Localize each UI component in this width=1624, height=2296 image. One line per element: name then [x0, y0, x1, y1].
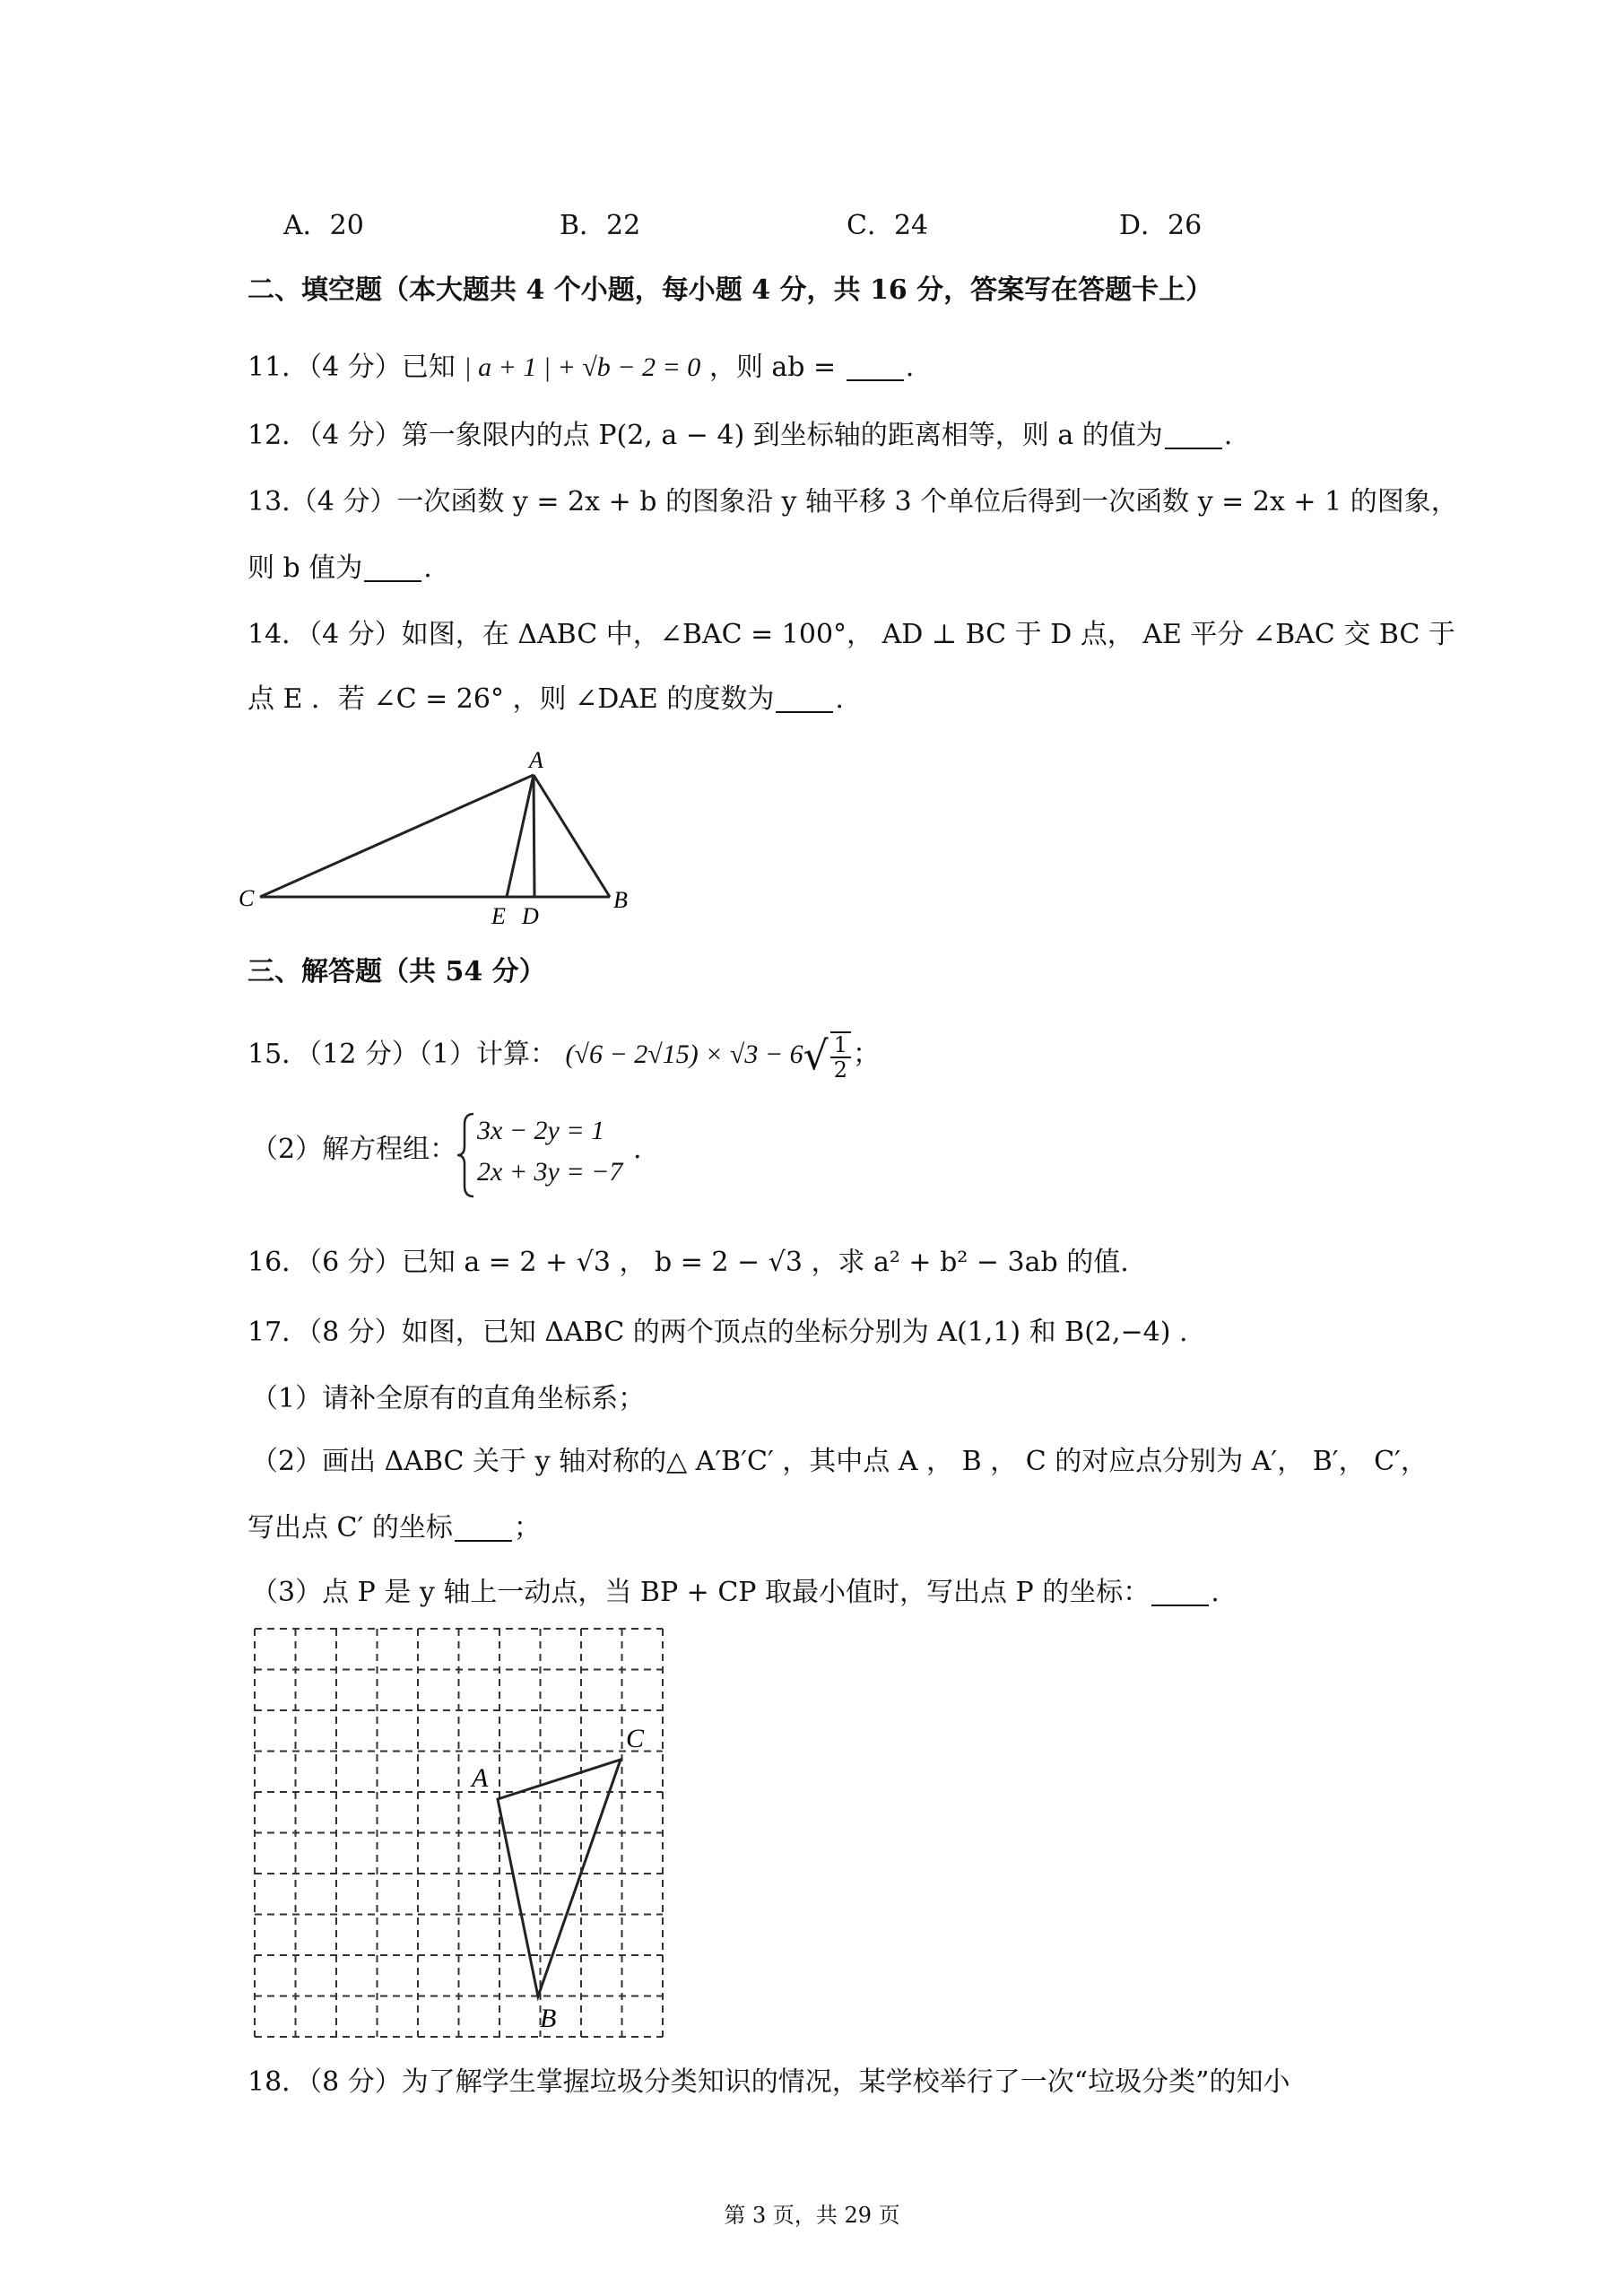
q15-part1-expr: (√6 − 2√15) × √3 − 6 [565, 1039, 803, 1069]
sqrt-fraction: √ $\frac{1}{2}$ [803, 1029, 853, 1083]
q11-prefix: 11．（4 分）已知 [248, 352, 456, 383]
coordinate-grid-figure [242, 1623, 673, 2045]
label-a: A [472, 1763, 489, 1793]
question-11 [248, 350, 914, 386]
label-c: C [239, 885, 255, 911]
option-c: C．24 [847, 210, 929, 241]
question-13-line1: 13.（4 分）一次函数 y = 2x + b 的图象沿 y 轴平移 3 个单位后得到一次函数 y = 2x + 1 的图象， [248, 486, 1458, 517]
answer-blank [847, 354, 904, 381]
label-d: D [522, 903, 539, 929]
triangle-abc [498, 1760, 621, 1996]
q17-part2-line2-end: ； [513, 1512, 541, 1544]
question-13-line2 [248, 551, 432, 587]
dashed-grid [255, 1629, 663, 2037]
left-brace [456, 1112, 477, 1198]
question-16: 16．（6 分）已知 a = 2 + √3 ， b = 2 − √3 ，求 a² + b² − 3ab 的值. [248, 1247, 1129, 1278]
answer-blank [364, 555, 421, 582]
segment-ae [507, 775, 534, 897]
q12-end: . [1223, 420, 1233, 451]
label-b: B [540, 2004, 557, 2033]
answer-blank [1151, 1579, 1209, 1606]
label-a: A [529, 747, 543, 773]
label-e: E [491, 903, 506, 929]
page-footer: 第 3 页，共 29 页 [724, 2203, 900, 2228]
q17-part3-end: . [1211, 1577, 1220, 1608]
option-b: B．22 [560, 210, 641, 241]
q17-part2-line2-prefix: 写出点 C′ 的坐标 [248, 1512, 453, 1544]
q15-part2-prefix: （2）解方程组： [251, 1134, 457, 1165]
q11-suffix: ，则 ab = [708, 352, 837, 383]
q13-end: . [423, 552, 432, 584]
label-c: C [626, 1724, 645, 1753]
answer-blank [1165, 422, 1222, 449]
question-17-part1: （1）请补全原有的直角坐标系； [251, 1383, 646, 1414]
section2-heading: 二、填空题（本大题共 4 个小题，每小题 4 分，共 16 分，答案写在答题卡上） [248, 274, 1213, 306]
option-d: D．26 [1119, 210, 1203, 241]
question-18: 18．（8 分）为了解学生掌握垃圾分类知识的情况，某学校举行了一次“垃圾分类”的知小 [248, 2066, 1290, 2098]
question-14-line2 [248, 682, 844, 718]
question-12 [248, 418, 1232, 454]
triangle-abc-figure [233, 735, 646, 933]
question-17-part2-line2 [248, 1510, 541, 1546]
answer-blank [776, 686, 833, 713]
equation-system [477, 1110, 622, 1193]
fraction-denominator: 2 [833, 1057, 847, 1083]
side-ca [260, 775, 534, 897]
question-15-part1 [248, 1028, 880, 1083]
q11-end: . [905, 352, 915, 383]
label-b: B [613, 887, 628, 913]
q12-prefix: 12．（4 分）第一象限内的点 P(2, a − 4) 到坐标轴的距离相等，则 a 的值为 [248, 420, 1163, 451]
q17-part3-prefix: （3）点 P 是 y 轴上一动点，当 BP + CP 取最小值时，写出点 P 的坐标： [251, 1577, 1151, 1608]
equation-2: 2x + 3y = −7 [477, 1157, 623, 1187]
q15-part1-end: ； [852, 1039, 880, 1070]
equation-1: 3x − 2y = 1 [477, 1116, 605, 1145]
question-17-part3 [251, 1575, 1220, 1611]
q11-expr: | a + 1 | + √b − 2 = 0 [464, 352, 701, 382]
q14-line2-prefix: 点 E ．若 ∠C = 26° ，则 ∠DAE 的度数为 [248, 683, 775, 715]
question-17-intro: 17．（8 分）如图，已知 ΔABC 的两个顶点的坐标分别为 A(1,1) 和 B(2,−4) . [248, 1317, 1188, 1348]
section3-heading: 三、解答题（共 54 分） [248, 956, 546, 987]
option-a: A．20 [283, 210, 364, 241]
side-ab [534, 775, 610, 897]
answer-blank [455, 1515, 512, 1542]
q14-end: . [835, 683, 844, 715]
question-14-line1: 14．（4 分）如图，在 ΔABC 中，∠BAC = 100°， AD ⊥ BC 于 D 点， AE 平分 ∠BAC 交 BC 于 [248, 619, 1455, 650]
question-17-part2-line1: （2）画出 ΔABC 关于 y 轴对称的△ A′B′C′ ，其中点 A ， B ， C 的对应点分别为 A′， B′， C′， [251, 1446, 1428, 1477]
q13-line2-prefix: 则 b 值为 [248, 552, 363, 584]
q15-part1-prefix: 15．（12 分）（1）计算： [248, 1039, 557, 1070]
fraction-numerator: 1 [830, 1033, 851, 1058]
q15-part2-end: . [633, 1134, 642, 1165]
